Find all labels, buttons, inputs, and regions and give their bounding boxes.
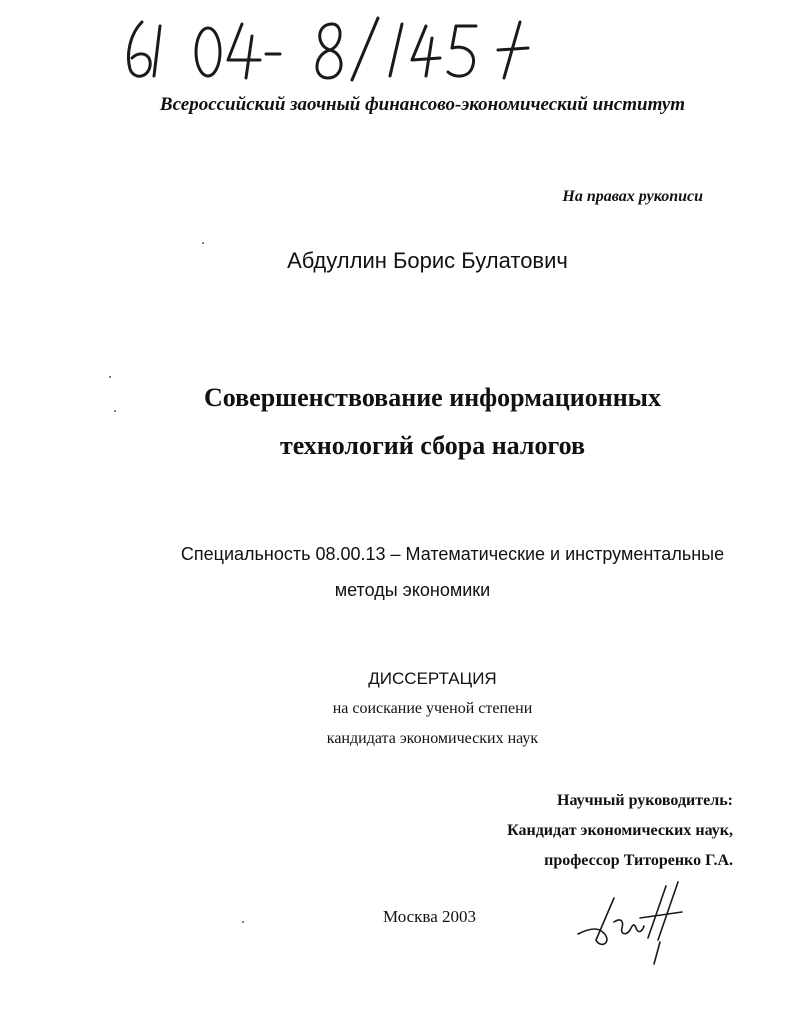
advisor-name: профессор Титоренко Г.А.: [544, 852, 733, 869]
author-name: Абдуллин Борис Булатович: [287, 248, 568, 273]
advisor-label: Научный руководитель:: [557, 792, 733, 809]
specialty: [0, 536, 795, 608]
scan-speck: [202, 242, 204, 244]
title-line-1: Совершенствование информационных: [204, 383, 661, 412]
institute-name: Всероссийский заочный финансово-экономический институт: [159, 94, 686, 115]
city-year: Москва 2003: [383, 907, 477, 926]
signature: [570, 878, 700, 968]
dissertation-line-1: на соискание ученой степени: [332, 700, 533, 717]
scan-speck: [114, 410, 116, 412]
dissertation-title: [0, 374, 795, 470]
handwritten-catalog-number: [120, 14, 560, 84]
rights-note: На правах рукописи: [562, 188, 703, 205]
advisor-degree: Кандидат экономических наук,: [507, 822, 733, 839]
scan-speck: [242, 921, 244, 923]
dissertation-line-2: кандидата экономических наук: [326, 730, 539, 747]
advisor-block: [507, 786, 733, 876]
scan-speck: [109, 376, 111, 378]
dissertation-heading: ДИССЕРТАЦИЯ: [368, 669, 497, 688]
dissertation-block: [0, 664, 795, 754]
specialty-line-2: методы экономики: [334, 580, 491, 600]
specialty-line-1: Специальность 08.00.13 – Математические и инструментальные: [180, 544, 725, 564]
title-line-2: технологий сбора налогов: [279, 431, 586, 460]
